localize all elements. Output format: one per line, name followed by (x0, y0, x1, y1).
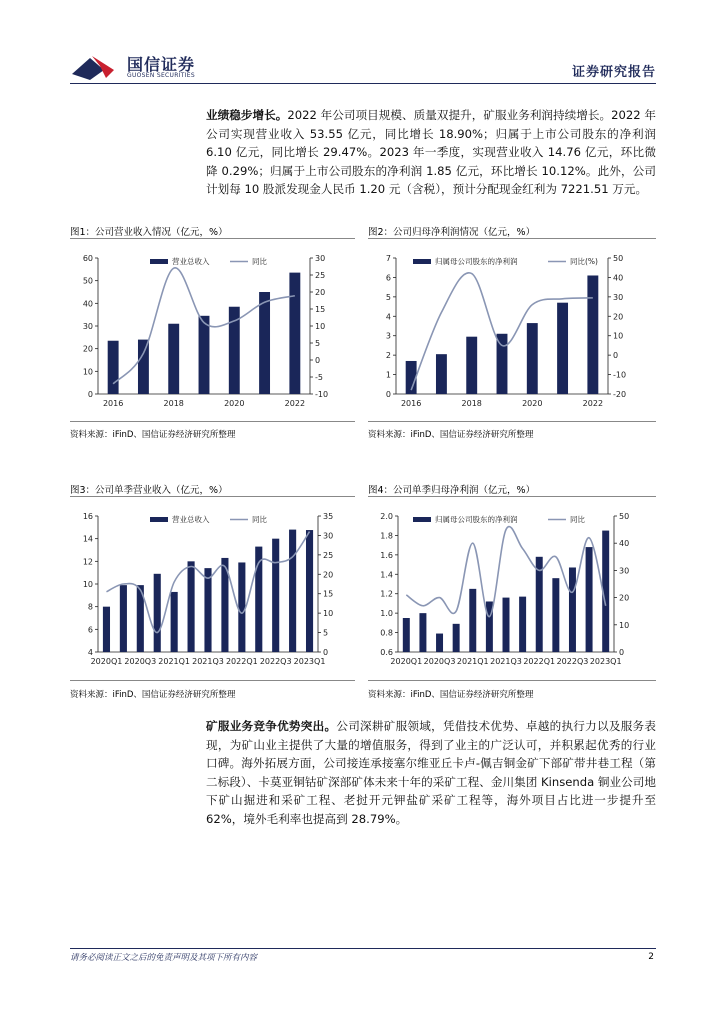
y-tick-label-left: 40 (82, 299, 93, 309)
y-tick-label-left: 0 (87, 390, 93, 399)
report-type: 证券研究报告 (571, 65, 656, 80)
source-2: 资料来源：iFinD、国信证券经济研究所整理 (368, 430, 534, 440)
y-tick-label-right: 30 (323, 531, 334, 541)
y-tick-label-right: 5 (315, 339, 321, 348)
y-tick-label-left: 1.8 (380, 531, 393, 541)
legend-bar-label: 营业总收入 (172, 515, 210, 524)
x-tick-label: 2020 (522, 399, 543, 408)
y-tick-label-right: 10 (613, 331, 624, 341)
bar (138, 340, 149, 394)
bar (436, 634, 443, 652)
legend-bar-label: 营业总收入 (172, 257, 210, 266)
footer-disclaimer: 请务必阅读正文之后的免责声明及其项下所有内容 (70, 953, 258, 963)
y-tick-label-left: 1.0 (380, 609, 393, 619)
figure-4-rule (368, 496, 656, 497)
x-tick-label: 2020 (224, 399, 245, 408)
source-rule-1 (70, 421, 355, 422)
y-tick-label-right: 25 (323, 550, 334, 560)
bar (108, 341, 119, 394)
y-tick-label-right: 10 (323, 609, 334, 619)
legend-line-label: 同比(%) (570, 257, 598, 266)
header (0, 0, 724, 90)
x-tick-label: 2020Q1 (90, 657, 123, 666)
y-tick-label-left: 4 (87, 648, 93, 657)
bar (519, 597, 526, 652)
y-tick-label-right: 15 (315, 305, 326, 314)
y-tick-label-right: 0 (619, 648, 625, 657)
y-tick-label-left: 0.6 (380, 648, 393, 657)
y-tick-label-right: 20 (619, 593, 630, 603)
chart-netprofit-quarterly (368, 504, 658, 676)
x-tick-label: 2022Q1 (523, 657, 556, 666)
source-rule-4 (368, 680, 656, 681)
y-tick-label-right: 30 (315, 254, 326, 263)
x-tick-label: 2022Q3 (259, 657, 292, 666)
y-tick-label-left: 2 (385, 351, 391, 361)
legend-bar-swatch (150, 517, 168, 522)
bar (171, 592, 178, 652)
y-tick-label-right: -20 (613, 390, 627, 399)
x-tick-label: 2021Q3 (192, 657, 224, 666)
y-tick-label-right: -10 (315, 390, 329, 399)
bar (289, 530, 296, 652)
x-tick-label: 2020Q1 (390, 657, 423, 666)
bar (587, 275, 598, 394)
legend-bar-swatch (413, 517, 431, 522)
x-tick-label: 2022Q3 (556, 657, 589, 666)
figure-3-rule (70, 496, 355, 497)
paragraph-competitive (206, 717, 656, 828)
legend-line-label: 同比 (252, 257, 267, 266)
figure-2-rule (368, 238, 656, 239)
x-tick-label: 2020Q3 (124, 657, 157, 666)
y-tick-label-left: 10 (82, 367, 93, 377)
logo-cn: 国信证券 (127, 55, 196, 74)
y-tick-label-right: 0 (323, 648, 329, 657)
y-tick-label-left: 1.4 (380, 570, 393, 580)
source-4: 资料来源：iFinD、国信证券经济研究所整理 (368, 690, 534, 700)
y-tick-label-left: 2.0 (380, 512, 393, 521)
bar (557, 303, 568, 394)
bar (259, 292, 270, 394)
y-tick-label-left: 7 (385, 254, 391, 263)
footer-rule (70, 948, 656, 949)
bar (204, 568, 211, 652)
x-tick-label: 2023Q1 (293, 657, 326, 666)
y-tick-label-right: 40 (619, 539, 630, 549)
legend-bar-swatch (413, 259, 431, 264)
bar (188, 561, 195, 652)
page-number: 2 (648, 952, 654, 962)
bar (419, 613, 426, 652)
y-tick-label-left: 5 (385, 292, 391, 302)
source-rule-2 (368, 421, 656, 422)
bar (289, 273, 300, 394)
paragraph-lead: 矿服业务竞争优势突出。 (206, 719, 337, 733)
y-tick-label-right: 25 (315, 271, 326, 280)
bar (497, 334, 508, 394)
y-tick-label-right: 50 (619, 512, 630, 521)
y-tick-label-right: 30 (613, 292, 624, 302)
bar (403, 618, 410, 652)
y-tick-label-left: 1 (385, 370, 391, 380)
y-tick-label-left: 8 (87, 602, 93, 612)
bar (120, 585, 127, 652)
bar (453, 624, 460, 652)
logo-en: GUOSEN SECURITIES (127, 72, 196, 79)
x-tick-label: 2022 (582, 399, 604, 408)
bar (436, 354, 447, 394)
figure-1-rule (70, 238, 355, 239)
bar (527, 323, 538, 394)
x-tick-label: 2022 (284, 399, 306, 408)
bar (503, 598, 510, 652)
x-tick-label: 2021Q1 (158, 657, 191, 666)
header-rule (70, 83, 656, 84)
chart-revenue-quarterly (70, 504, 360, 676)
bar (238, 562, 245, 652)
bar (199, 316, 210, 394)
legend-bar-swatch (150, 259, 168, 264)
source-rule-3 (70, 680, 355, 681)
x-tick-label: 2022Q1 (225, 657, 258, 666)
bar (586, 547, 593, 652)
y-tick-label-right: 0 (315, 356, 321, 365)
x-tick-label: 2016 (400, 399, 422, 408)
y-tick-label-left: 30 (82, 322, 93, 331)
paragraph-text: 2022 年公司项目规模、质量双提升，矿服业务利润持续增长。2022 年公司实现营业收入 53.55 亿元，同比增长 18.90%；归属于上市公司股东的净利润 6.10 亿元，同比增长 29.47%。2023 年一季度，实现营业收入 14.76 亿元，环比微降 0.29%；归属于上市公司股东的净利润 1.85 亿元，环比增长 10.12%。此外，公司计划每 10 股派发现金人民币 1.20 元（含税），预计分配现金红利为 7221.51 万元。 (206, 108, 656, 196)
y-tick-label-left: 14 (82, 534, 93, 544)
bar (552, 578, 559, 652)
y-tick-label-right: 30 (619, 566, 630, 576)
bar (466, 337, 477, 394)
bar (103, 607, 110, 652)
guosen-logo-icon (70, 52, 120, 82)
y-tick-label-right: 40 (613, 273, 624, 283)
y-tick-label-right: 0 (613, 351, 619, 361)
y-tick-label-right: 15 (323, 589, 334, 599)
legend-bar-label: 归属母公司股东的净利润 (435, 515, 518, 524)
y-tick-label-left: 6 (87, 625, 93, 635)
y-tick-label-right: 10 (619, 620, 630, 630)
x-tick-label: 2021Q1 (456, 657, 489, 666)
paragraph-performance (206, 106, 656, 199)
y-tick-label-left: 0.8 (380, 628, 393, 638)
figure-3-title: 图3：公司单季营业收入（亿元，%） (70, 485, 228, 496)
y-tick-label-left: 50 (82, 276, 93, 286)
x-tick-label: 2021Q3 (490, 657, 522, 666)
x-tick-label: 2018 (461, 399, 482, 408)
source-3: 资料来源：iFinD、国信证券经济研究所整理 (70, 690, 236, 700)
chart-revenue-annual (70, 244, 360, 414)
y-tick-label-right: 50 (613, 254, 624, 263)
y-tick-label-left: 3 (385, 331, 391, 341)
figure-4-title: 图4：公司单季归母净利润（亿元，%） (368, 485, 536, 496)
y-tick-label-right: -5 (315, 373, 323, 382)
figure-1-title: 图1：公司营业收入情况（亿元，%） (70, 227, 228, 238)
y-tick-label-left: 60 (82, 254, 93, 263)
legend-bar-label: 归属母公司股东的净利润 (435, 257, 518, 266)
y-tick-label-right: 20 (315, 288, 326, 297)
bar (469, 589, 476, 652)
y-tick-label-right: 20 (613, 312, 624, 322)
x-tick-label: 2018 (163, 399, 184, 408)
bar (306, 530, 313, 652)
bar (569, 567, 576, 652)
y-tick-label-right: 20 (323, 570, 334, 580)
y-tick-label-left: 0 (385, 390, 391, 399)
paragraph-text: 公司深耕矿服领域，凭借技术优势、卓越的执行力以及服务表现，为矿山业主提供了大量的增值服务，得到了业主的广泛认可，并积累起优秀的行业口碑。海外拓展方面，公司接连承接塞尔维亚丘卡卢-佩吉铜金矿下部矿带井巷工程（第二标段）、卡莫亚铜钴矿深部矿体未来十年的采矿工程、金川集团 Kinsenda 铜业公司地下矿山掘进和采矿工程、老挝开元钾盐矿采矿工程等，海外项目占比进一步提升至 62%，境外毛利率也提高到 28.79%。 (206, 719, 656, 826)
chart-netprofit-annual (368, 244, 658, 414)
source-1: 资料来源：iFinD、国信证券经济研究所整理 (70, 430, 236, 440)
bar (154, 574, 161, 652)
y-tick-label-left: 20 (82, 344, 93, 354)
y-tick-label-left: 1.2 (380, 589, 393, 599)
figure-2-title: 图2：公司归母净利润情况（亿元，%） (368, 227, 536, 238)
paragraph-lead: 业绩稳步增长。 (206, 108, 288, 122)
y-tick-label-left: 6 (385, 273, 391, 283)
y-tick-label-left: 4 (385, 312, 391, 322)
y-tick-label-left: 12 (82, 557, 93, 567)
x-tick-label: 2023Q1 (589, 657, 622, 666)
legend-line-label: 同比 (252, 515, 267, 524)
y-tick-label-right: 35 (323, 512, 334, 521)
bar (168, 324, 179, 394)
legend-line-label: 同比 (570, 515, 585, 524)
y-tick-label-left: 1.6 (380, 550, 393, 560)
y-tick-label-left: 16 (82, 512, 93, 521)
y-tick-label-right: 5 (323, 628, 329, 638)
y-tick-label-left: 10 (82, 580, 93, 589)
bar (272, 539, 279, 652)
x-tick-label: 2020Q3 (423, 657, 456, 666)
x-tick-label: 2016 (102, 399, 124, 408)
y-tick-label-right: -10 (613, 370, 627, 380)
y-tick-label-right: 10 (315, 322, 326, 331)
